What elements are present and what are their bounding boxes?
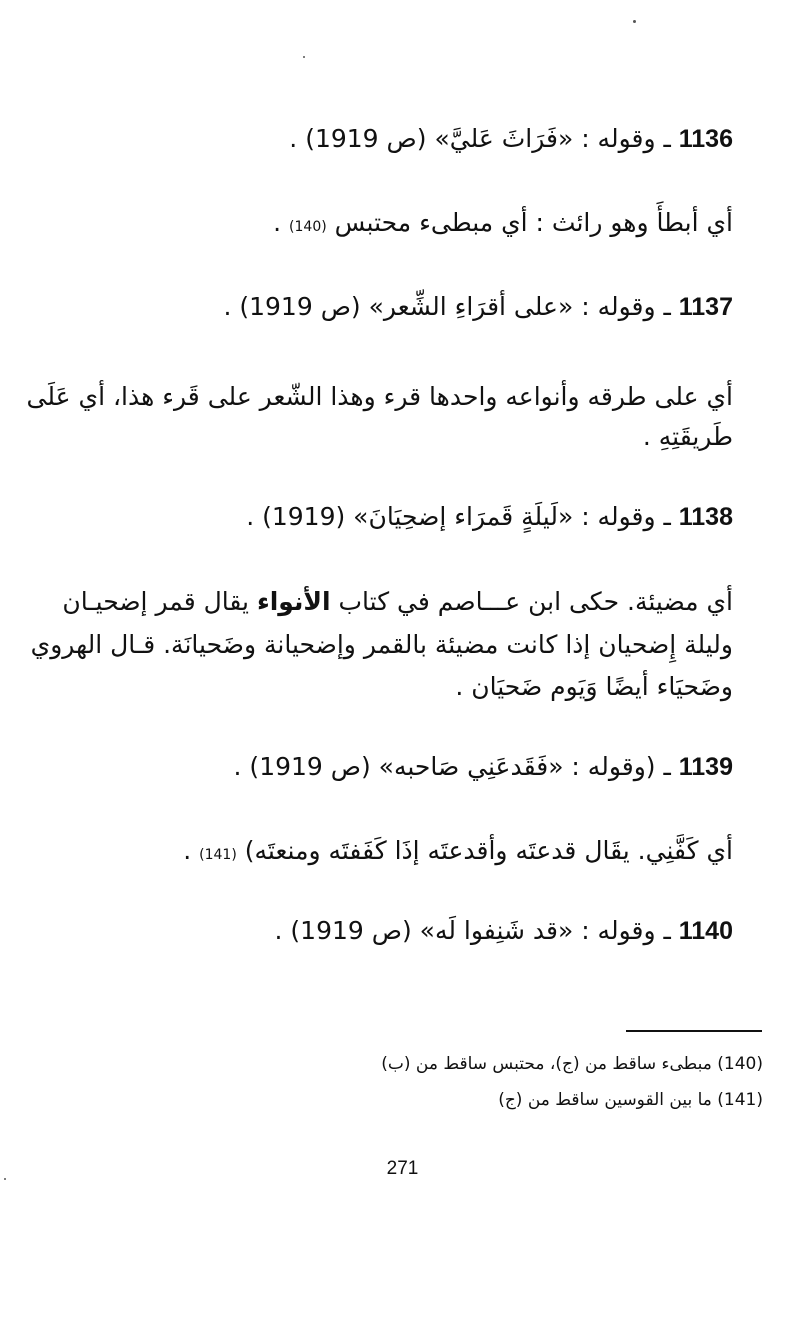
footnote-ref: (140) xyxy=(289,219,327,235)
page-number: 271 xyxy=(386,1158,419,1179)
entry-1137-gloss-line: أي على طرقه وأنواعه واحدها قرء وهذا الشّعر على قَرء هذا، أي عَلَى xyxy=(26,382,733,411)
entry-1139-gloss xyxy=(183,834,733,872)
gloss-text: يقال قمر إضحيـان xyxy=(62,587,257,616)
gloss-text: أي كَفَّنِي. يقَال قدعتَه وأقدعتَه إذَا كَفَفتَه ومنعتَه) xyxy=(244,836,733,865)
footnote-ref: (141) xyxy=(199,847,237,863)
entry-number: 1139 xyxy=(678,753,733,781)
entry-text: ـ وقوله : «لَيلَةٍ قَمرَاء إضحِيَانَ» (1919) . xyxy=(246,502,671,531)
gloss-text: أي مضيئة. حكى ابن عـــاصم في كتاب xyxy=(330,587,733,616)
gloss-text: . xyxy=(273,208,282,237)
footnote-divider xyxy=(626,1030,762,1032)
entry-1138-gloss-line xyxy=(62,585,733,619)
entry-text: ـ وقوله : «على أقرَاءِ الشِّعر» (ص 1919) . xyxy=(223,292,671,321)
entry-number: 1136 xyxy=(678,125,733,153)
entry-number: 1138 xyxy=(678,503,733,531)
entry-1138-heading xyxy=(246,500,733,534)
entry-1138-gloss-line: وضَحيَاء أيضًا وَيَوم ضَحيَان . xyxy=(455,672,733,701)
entry-text: ـ وقوله : «فَرَاثَ عَليَّ» (ص 1919) . xyxy=(289,124,671,153)
entry-number: 1137 xyxy=(678,293,733,321)
gloss-text: . xyxy=(183,836,192,865)
entry-1136-gloss xyxy=(273,206,733,244)
entry-1138-gloss-line: وليلة إِضحيان إذا كانت مضيئة بالقمر وإضحيانة وضَحيانَة. قـال الهروي xyxy=(30,630,733,659)
entry-number: 1140 xyxy=(678,917,733,945)
entry-text: ـ وقوله : «قد شَنِفوا لَه» (ص 1919) . xyxy=(274,916,671,945)
entry-1136-heading xyxy=(289,122,733,156)
entry-text: ـ (وقوله : «فَقَدعَنِي صَاحبه» (ص 1919) . xyxy=(233,752,671,781)
footnote-140: (140) مبطىء ساقط من (ج)، محتبس ساقط من (ب) xyxy=(381,1054,763,1074)
entry-1139-heading xyxy=(234,750,733,784)
gloss-text: أي أبطأَ وهو رائث : أي مبطىء محتبس xyxy=(334,208,733,237)
book-title: الأنواء xyxy=(256,587,331,616)
entry-1137-heading xyxy=(223,290,733,324)
print-speck xyxy=(633,20,636,23)
footnote-141: (141) ما بين القوسين ساقط من (ج) xyxy=(498,1090,763,1110)
entry-1140-heading xyxy=(275,914,733,948)
entry-1137-gloss-line: طَريقَتِهِ . xyxy=(642,422,733,451)
print-speck xyxy=(303,56,305,58)
